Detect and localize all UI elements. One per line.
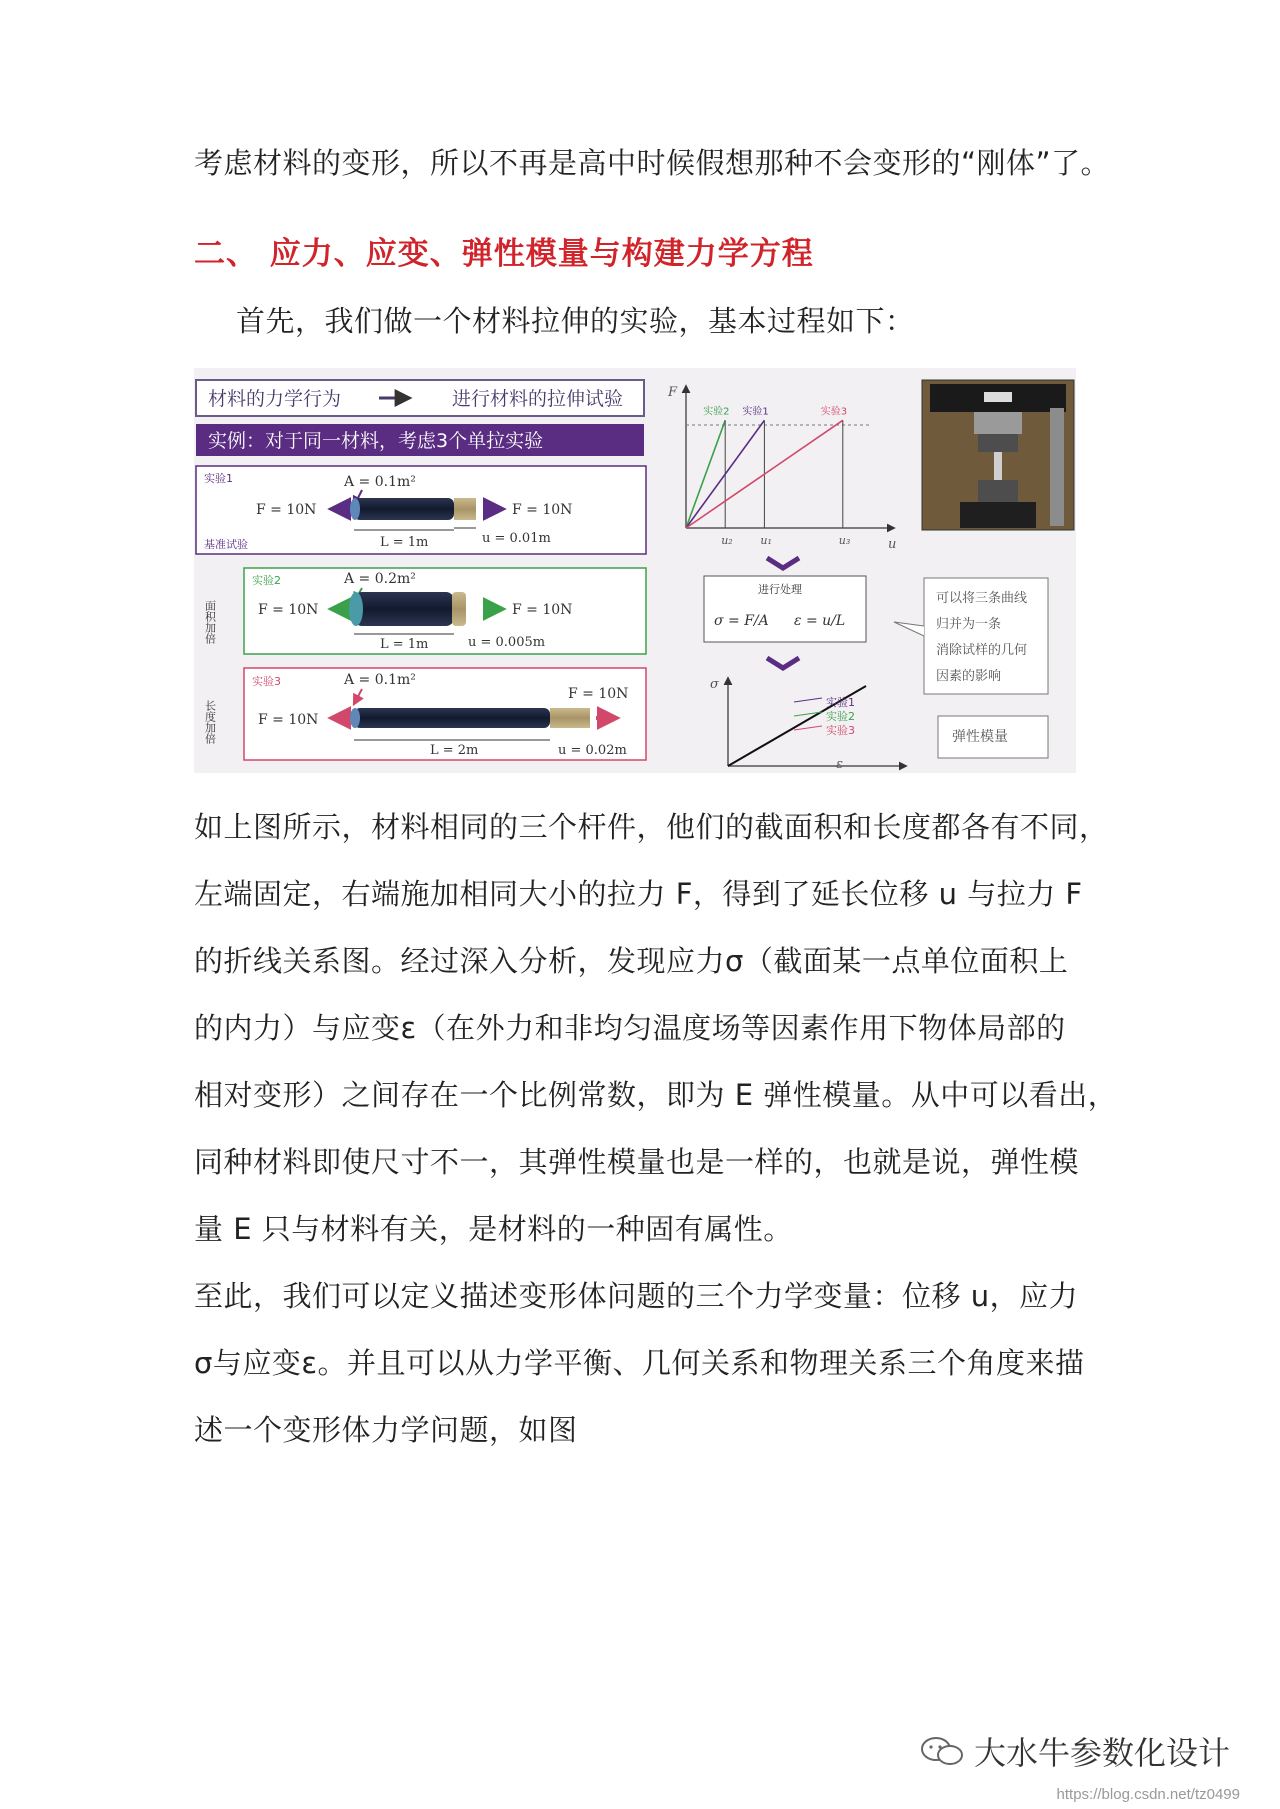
intro-paragraph bbox=[194, 130, 1111, 197]
se-legend-exp2: 实验2 bbox=[826, 710, 855, 723]
exp3-label: 实验3 bbox=[252, 675, 281, 688]
tensile-machine-photo bbox=[922, 380, 1074, 530]
se-legend-line-3 bbox=[794, 726, 822, 730]
fu-x-tick-1: u₂ bbox=[721, 534, 733, 547]
down-chevron-icon bbox=[767, 558, 799, 568]
exp2-force-right: F = 10N bbox=[512, 602, 573, 618]
fu-series-label-2: 实验1 bbox=[742, 406, 769, 418]
source-url: https://blog.csdn.net/tz0499 bbox=[1056, 1786, 1240, 1803]
exp1-sub: 基准试验 bbox=[204, 538, 248, 551]
se-x-axis-label: ε bbox=[836, 757, 843, 772]
fu-x-axis-label: u bbox=[888, 537, 897, 552]
se-legend-exp3: 实验3 bbox=[826, 724, 855, 737]
formula-sigma: σ = F/A bbox=[714, 613, 769, 629]
exp3-length: L = 2m bbox=[430, 743, 479, 758]
banner-text: 实例：对于同一材料，考虑3个单拉实验 bbox=[208, 430, 544, 452]
note-line-1: 可以将三条曲线 bbox=[936, 591, 1028, 606]
exp3-side-label: 长度加倍 bbox=[203, 700, 217, 744]
formula-epsilon: ε = u/L bbox=[794, 613, 846, 629]
tensile-test-figure bbox=[194, 368, 1076, 773]
first-line: 首先，我们做一个材料拉伸的实验，基本过程如下： bbox=[236, 304, 915, 338]
header-left-label: 材料的力学行为 bbox=[208, 388, 342, 410]
se-legend-exp1: 实验1 bbox=[826, 696, 855, 709]
fu-x-tick-2: u₁ bbox=[760, 534, 772, 547]
exp2-side-label: 面积加倍 bbox=[203, 600, 217, 644]
exp1-force-left: F = 10N bbox=[256, 502, 317, 518]
exp3-rod-extension bbox=[550, 708, 590, 728]
intro-line: 考虑材料的变形，所以不再是高中时候假想那种不会变形的“刚体”了。 bbox=[194, 146, 1111, 180]
exp1-area: A = 0.1m² bbox=[344, 474, 416, 490]
exp1-displacement: u = 0.01m bbox=[482, 531, 551, 546]
fu-x-tick-3: u₃ bbox=[838, 534, 851, 547]
exp3-area: A = 0.1m² bbox=[344, 672, 416, 688]
exp3-force-right: F = 10N bbox=[568, 686, 629, 702]
explanation-line-5: 相对变形）之间存在一个比例常数，即为 E 弹性模量。从中可以看出， bbox=[194, 1078, 1118, 1112]
exp3-displacement: u = 0.02m bbox=[558, 743, 627, 758]
exp1-rod-extension bbox=[454, 498, 476, 520]
header-right-label: 进行材料的拉伸试验 bbox=[452, 388, 624, 410]
conclusion-line-1: 至此，我们可以定义描述变形体问题的三个力学变量：位移 u，应力 bbox=[194, 1279, 1079, 1313]
se-legend-line-1 bbox=[794, 698, 822, 702]
conclusion-paragraph bbox=[194, 1263, 1094, 1464]
note-line-2: 归并为一条 bbox=[936, 617, 1002, 632]
conclusion-line-3: 述一个变形体力学问题，如图 bbox=[194, 1413, 578, 1447]
fu-series-label-1: 实验2 bbox=[703, 406, 730, 418]
se-y-axis-label: σ bbox=[710, 677, 719, 692]
explanation-line-2: 左端固定，右端施加相同大小的拉力 F，得到了延长位移 u 与拉力 F bbox=[194, 877, 1083, 911]
note-line-3: 消除试样的几何 bbox=[936, 643, 1028, 658]
exp2-label: 实验2 bbox=[252, 574, 281, 587]
explanation-line-7: 量 E 只与材料有关，是材料的一种固有属性。 bbox=[194, 1212, 793, 1246]
exp2-rod bbox=[354, 592, 454, 626]
modulus-box-label: 弹性模量 bbox=[952, 729, 1008, 745]
exp1-rod bbox=[354, 498, 454, 520]
brand-watermark bbox=[920, 1728, 1230, 1774]
exp2-length: L = 1m bbox=[380, 637, 429, 652]
down-chevron-icon bbox=[767, 658, 799, 668]
explanation-line-6: 同种材料即使尺寸不一，其弹性模量也是一样的，也就是说，弹性模 bbox=[194, 1145, 1080, 1179]
section-heading: 二、 应力、应变、弹性模量与构建力学方程 bbox=[194, 236, 814, 272]
explanation-line-3: 的折线关系图。经过深入分析，发现应力σ（截面某一点单位面积上 bbox=[194, 944, 1069, 978]
explanation-line-4: 的内力）与应变ε（在外力和非均匀温度场等因素作用下物体局部的 bbox=[194, 1011, 1066, 1045]
explanation-line-1: 如上图所示，材料相同的三个杆件，他们的截面积和长度都各有不同， bbox=[194, 810, 1109, 844]
fu-series-label-3: 实验3 bbox=[820, 406, 848, 418]
exp3-rod bbox=[354, 708, 550, 728]
stress-strain-chart bbox=[710, 677, 906, 772]
exp2-displacement: u = 0.005m bbox=[468, 635, 546, 650]
brand-name: 大水牛参数化设计 bbox=[974, 1734, 1231, 1772]
first-paragraph bbox=[236, 288, 1136, 355]
chat-bubbles-icon bbox=[920, 1735, 964, 1767]
exp1-label: 实验1 bbox=[204, 472, 233, 485]
processing-title: 进行处理 bbox=[758, 583, 802, 596]
exp2-force-left: F = 10N bbox=[258, 602, 319, 618]
exp3-force-left: F = 10N bbox=[258, 712, 319, 728]
note-line-4: 因素的影响 bbox=[936, 669, 1002, 684]
fu-series-line-1 bbox=[686, 420, 725, 528]
exp1-force-right: F = 10N bbox=[512, 502, 573, 518]
fu-y-axis-label: F bbox=[668, 385, 678, 400]
exp2-area: A = 0.2m² bbox=[344, 571, 416, 587]
exp2-rod-extension bbox=[452, 592, 466, 626]
conclusion-line-2: σ与应变ε。并且可以从力学平衡、几何关系和物理关系三个角度来描 bbox=[194, 1346, 1085, 1380]
explanation-paragraph bbox=[194, 794, 1118, 1263]
force-displacement-chart bbox=[667, 385, 896, 552]
exp1-length: L = 1m bbox=[380, 535, 429, 550]
